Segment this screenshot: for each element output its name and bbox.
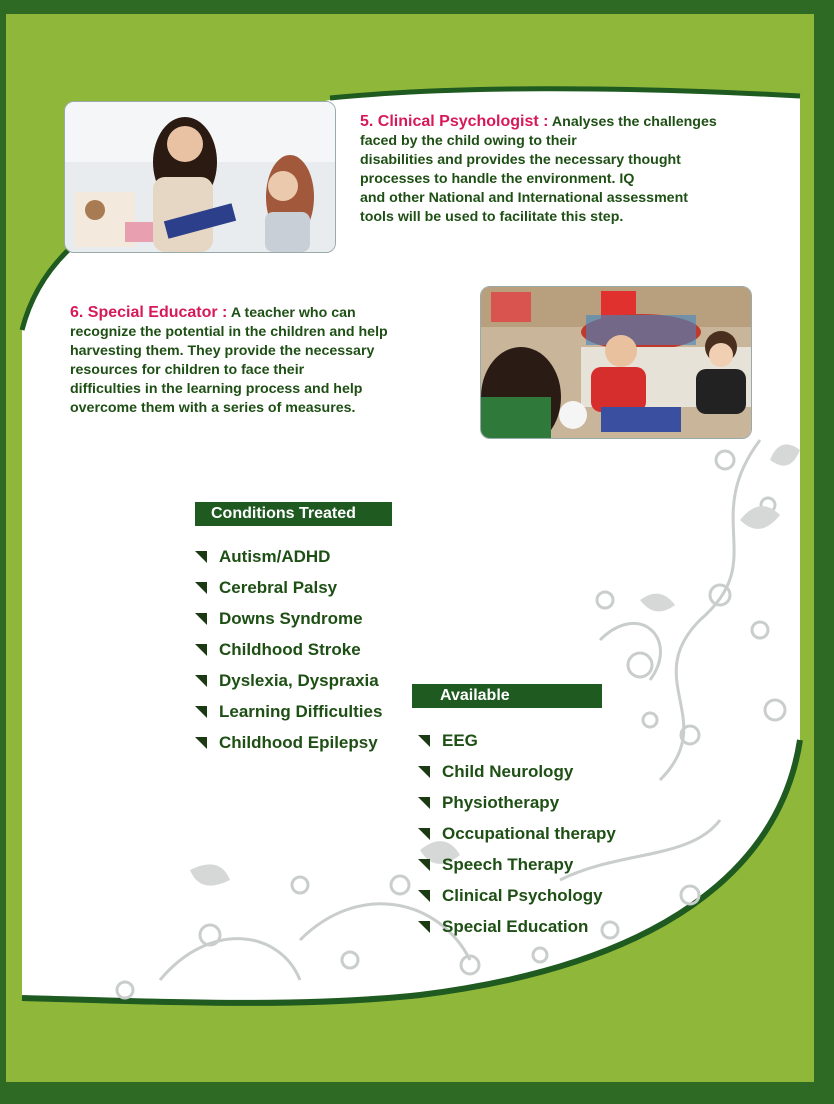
list-item: Autism/ADHD — [195, 545, 382, 576]
triangle-bullet-icon — [418, 921, 430, 933]
triangle-bullet-icon — [195, 582, 207, 594]
available-list — [418, 729, 616, 946]
educator-line: harvesting them. They provide the necessary — [70, 343, 375, 359]
educator-line: recognize the potential in the children and help — [70, 324, 388, 340]
psychologist-line: faced by the child owing to their — [360, 133, 577, 149]
triangle-bullet-icon — [418, 735, 430, 747]
psychologist-line: processes to handle the environment. IQ — [360, 171, 635, 187]
educator-line: A teacher who can — [230, 305, 356, 321]
triangle-bullet-icon — [418, 766, 430, 778]
list-item: EEG — [418, 729, 616, 760]
psychologist-title: 5. Clinical Psychologist : — [360, 113, 549, 130]
psychologist-photo — [64, 101, 336, 253]
psychologist-line: disabilities and provides the necessary thought — [360, 152, 681, 168]
list-item: Clinical Psychology — [418, 884, 616, 915]
educator-photo — [480, 286, 752, 439]
list-item: Learning Difficulties — [195, 700, 382, 731]
psychologist-line: and other National and International assessment — [360, 190, 688, 206]
psychologist-line: tools will be used to facilitate this step. — [360, 209, 624, 225]
list-item: Cerebral Palsy — [195, 576, 382, 607]
list-item: Physiotherapy — [418, 791, 616, 822]
conditions-heading: Conditions Treated — [195, 502, 392, 526]
triangle-bullet-icon — [418, 797, 430, 809]
triangle-bullet-icon — [418, 828, 430, 840]
list-item: Special Education — [418, 915, 616, 946]
list-item: Occupational therapy — [418, 822, 616, 853]
available-heading: Available — [412, 684, 602, 708]
triangle-bullet-icon — [418, 859, 430, 871]
list-item: Childhood Stroke — [195, 638, 382, 669]
triangle-bullet-icon — [195, 644, 207, 656]
list-item: Childhood Epilepsy — [195, 731, 382, 762]
educator-line: overcome them with a series of measures. — [70, 400, 356, 416]
educator-title: 6. Special Educator : — [70, 304, 228, 321]
educator-line: difficulties in the learning process and help — [70, 381, 363, 397]
psychologist-line: Analyses the challenges — [551, 114, 717, 130]
list-item: Dyslexia, Dyspraxia — [195, 669, 382, 700]
conditions-list — [195, 545, 382, 762]
educator-line: resources for children to face their — [70, 362, 305, 378]
psychologist-section — [360, 112, 790, 227]
triangle-bullet-icon — [195, 737, 207, 749]
triangle-bullet-icon — [195, 706, 207, 718]
triangle-bullet-icon — [195, 613, 207, 625]
list-item: Downs Syndrome — [195, 607, 382, 638]
educator-section — [70, 303, 470, 418]
triangle-bullet-icon — [195, 551, 207, 563]
list-item: Child Neurology — [418, 760, 616, 791]
list-item: Speech Therapy — [418, 853, 616, 884]
triangle-bullet-icon — [195, 675, 207, 687]
triangle-bullet-icon — [418, 890, 430, 902]
